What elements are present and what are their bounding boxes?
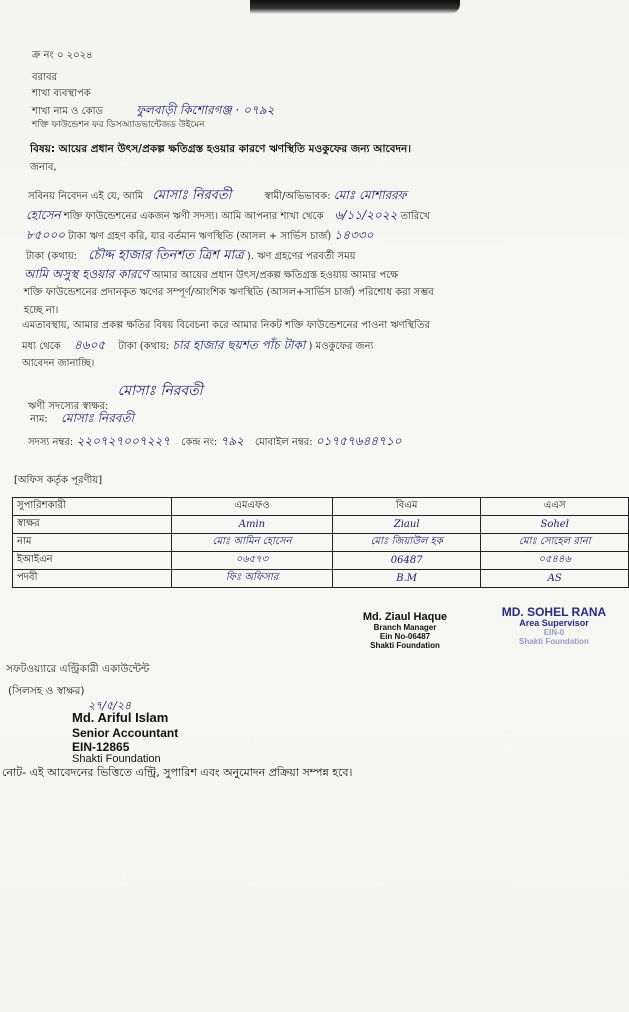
para1-line5: আমি অসুস্থ হওয়ার কারণে আমার আয়ের প্রধান উৎস/প্রকল্প ক্ষতিগ্রস্ত হওয়ায় আমার পক্ষে bbox=[24, 267, 399, 281]
member-number-hw: ২২০৭২৭০০৭২২৭ bbox=[76, 434, 171, 448]
as-signature: Sohel bbox=[481, 516, 629, 534]
para1-line2: হোসেন শক্তি ফাউন্ডেশনের একজন ঋণী সদস্য। আমি আপনার শাখা থেকে ৬/১১/২০২২ তারিখে bbox=[26, 208, 430, 222]
as-stamp: MD. SOHEL RANA Area Supervisor EIN-0 Shakti Foundation bbox=[501, 605, 607, 646]
para2-line3: আবেদন জানাচ্ছি। bbox=[22, 358, 95, 369]
footer-note: নোট- এই আবেদনের ভিত্তিতে এন্ট্রি, সুপারিশ এবং অনুমোদন প্রক্রিয়া সম্পন্ন হবে। bbox=[2, 766, 353, 779]
branch-line: শাখা নাম ও কোড ফুলবাড়ী কিশোরগঞ্জ · ০৭৯২ bbox=[32, 103, 275, 117]
organization-line: শক্তি ফাউন্ডেশন ফর ডিসঅ্যাডভান্টেজড উইমেন bbox=[32, 120, 205, 130]
applicant-signature-row: ঋণী সদস্যের স্বাক্ষর: মোসাঃ নিরবতী bbox=[28, 383, 203, 412]
to-label: বরাবর bbox=[32, 72, 58, 83]
subject: বিষয়: আয়ের প্রধান উৎস/প্রকল্প ক্ষতিগ্রস্ত হওয়ার কারণে ঋণস্থিতি মওকুফের জন্য আবেদন। bbox=[30, 143, 412, 155]
balance-hw: ১৪৩৩০ bbox=[334, 228, 374, 242]
scan-shadow bbox=[250, 0, 460, 14]
center-number-hw: ৭৯২ bbox=[220, 434, 244, 448]
applicant-ids-row: সদস্য নম্বর: ২২০৭২৭০০৭২২৭ কেন্দ্র নং: ৭৯২ মোবাইল নম্বর: ০১৭৫৭৬৪৪৭১০ bbox=[28, 434, 402, 448]
row-label: পদবী bbox=[13, 570, 172, 588]
reference-number: ক্র নং ০ ২০২৪ bbox=[32, 50, 93, 61]
table-row bbox=[13, 534, 629, 552]
applicant-name-value: মোসাঃ নিরবতী bbox=[60, 411, 134, 425]
header-as: এএস bbox=[481, 498, 629, 516]
para1-line7: হচ্ছে না। bbox=[24, 305, 59, 316]
recommendation-table bbox=[12, 497, 629, 588]
bm-designation: B.M bbox=[332, 570, 481, 588]
office-use-label: [অফিস কর্তৃক পূরণীয়] bbox=[14, 475, 103, 486]
bm-signature: Ziaul bbox=[332, 516, 481, 534]
branch-handwritten: ফুলবাড়ী কিশোরগঞ্জ · ০৭৯২ bbox=[136, 103, 275, 117]
accountant-ein: EIN-12865 bbox=[72, 740, 130, 754]
accountant-role: Senior Accountant bbox=[72, 726, 179, 740]
member-hw: হোসেন bbox=[26, 208, 61, 222]
recipient-title: শাখা ব্যবস্থাপক bbox=[32, 88, 91, 99]
table-row bbox=[13, 516, 629, 534]
as-designation: AS bbox=[481, 570, 629, 588]
table-header-row bbox=[13, 498, 629, 516]
accountant-sign-date: ২৭/৫/২৪ bbox=[88, 699, 132, 712]
para1-line4: টাকা (কথায়: চৌদ্দ হাজার তিনশত ত্রিশ মাত্র ). ঋণ গ্রহণের পরবর্তী সময় bbox=[26, 248, 356, 263]
header-mfo: এমএফও bbox=[172, 498, 333, 516]
as-name: মোঃ সোহেল রানা bbox=[481, 534, 629, 552]
applicant-name-hw: মোসাঃ নিরবতী bbox=[152, 188, 232, 203]
waive-words-hw: চার হাজার ছয়শত পাঁচ টাকা bbox=[172, 338, 306, 352]
para1-line3: ৮৫০০০ টাকা ঋণ গ্রহণ করি, যার বর্তমান ঋণস্থিতি (আসল + সার্ভিস চার্জ) ১৪৩৩০ bbox=[26, 228, 374, 242]
accountant-name: Md. Ariful Islam bbox=[72, 710, 169, 725]
para1-line1: সবিনয় নিবেদন এই যে, আমি মোসাঃ নিরবতী স্বামী/অভিভাবক: মোঃ মোশাররফ bbox=[28, 188, 407, 203]
accountant-org: Shakti Foundation bbox=[72, 753, 161, 765]
bm-stamp: Md. Ziaul Haque Branch Manager Ein No-06487 Shakti Foundation bbox=[362, 611, 448, 650]
bm-name: মোঃ জিয়াউল হক bbox=[332, 534, 481, 552]
header-recommender: সুপারিশকারী bbox=[13, 498, 172, 516]
mfo-designation: ফিঃ অফিসার bbox=[172, 570, 333, 588]
para2-line2: মধ্য থেকে ৪৬০৫ টাকা (কথায়: চার হাজার ছয়শত পাঁচ টাকা ) মওকুফের জন্য bbox=[22, 338, 374, 352]
mfo-name: মোঃ আমিন হোসেন bbox=[172, 534, 333, 552]
para1-line6: শক্তি ফাউন্ডেশনের প্রদানকৃত ঋণের সম্পূর্ণ/আংশিক ঋণস্থিতি (আসল+সার্ভিস চার্জ) পরিশোধ করা সম্ভব bbox=[24, 287, 434, 298]
table-row bbox=[13, 570, 629, 588]
bm-ein: 06487 bbox=[332, 552, 481, 570]
mobile-number-hw: ০১৭৫৭৬৪৪৭১০ bbox=[315, 434, 402, 448]
applicant-name-row: নাম: মোসাঃ নিরবতী bbox=[30, 411, 134, 425]
row-label: স্বাক্ষর bbox=[13, 516, 172, 534]
guardian-hw: মোঃ মোশাররফ bbox=[333, 188, 407, 202]
salutation: জনাব, bbox=[30, 162, 57, 173]
balance-words-hw: চৌদ্দ হাজার তিনশত ত্রিশ মাত্র bbox=[88, 248, 244, 263]
row-label: নাম bbox=[13, 534, 172, 552]
accountant-seal-note: (সিলসহ ও স্বাক্ষর) bbox=[8, 685, 85, 697]
reason-hw: আমি অসুস্থ হওয়ার কারণে bbox=[24, 267, 149, 281]
as-ein: ০৫৪৪৬ bbox=[481, 552, 629, 570]
row-label: ইআইএন bbox=[13, 552, 172, 570]
loan-amount-hw: ৮৫০০০ bbox=[26, 228, 65, 242]
mfo-ein: ০৬৫৭৩ bbox=[172, 552, 333, 570]
para2-line1: এমতাবস্থায়, আমার প্রকল্প ক্ষতির বিষয় বিবেচনা করে আমার নিকট শক্তি ফাউন্ডেশনের পাওনা ঋণস্থিতির bbox=[22, 320, 431, 331]
waive-amount-hw: ৪৬০৫ bbox=[73, 338, 106, 352]
mfo-signature: Amin bbox=[172, 516, 333, 534]
accountant-title: সফটওয়্যারে এন্ট্রিকারী একাউন্টেন্ট bbox=[6, 663, 150, 675]
loan-date-hw: ৬/১১/২০২২ bbox=[334, 208, 398, 222]
header-bm: বিএম bbox=[332, 498, 481, 516]
table-row bbox=[13, 552, 629, 570]
applicant-signature-hw: মোসাঃ নিরবতী bbox=[117, 383, 203, 399]
